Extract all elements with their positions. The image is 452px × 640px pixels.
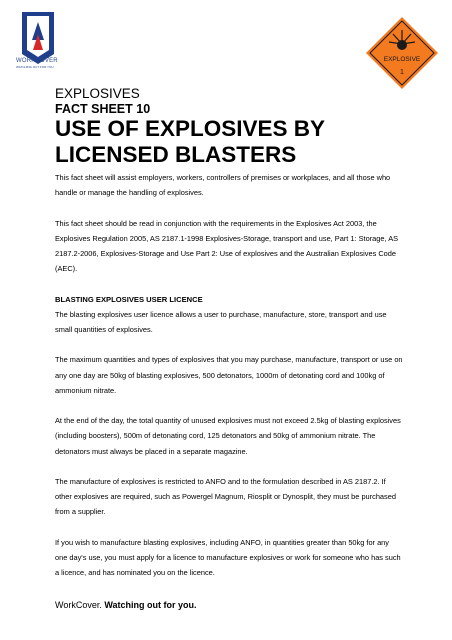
hazard-class-number: 1 bbox=[400, 69, 404, 76]
document-body bbox=[55, 170, 403, 596]
footer bbox=[55, 600, 197, 610]
intro-paragraph: This fact sheet will assist employers, workers, controllers of premises or workplaces, and all those who handle or manage the handling of explosives. bbox=[55, 173, 391, 198]
logo-wordmark: WORKCOVER bbox=[16, 58, 58, 64]
fact-sheet-number: FACT SHEET 10 bbox=[55, 102, 151, 116]
page-title: USE OF EXPLOSIVES BY LICENSED BLASTERS bbox=[55, 116, 325, 167]
hazard-label: EXPLOSIVE bbox=[383, 56, 421, 63]
end-of-day-paragraph: At the end of the day, the total quantity of unused explosives must not exceed 2.5kg of blasting explosives (including boosters), 500m of detonating cord, 125 detonators and 50kg of ammonium nitrate. The detonators must always be placed in a separate magazine. bbox=[55, 416, 401, 456]
footer-slogan: Watching out for you. bbox=[104, 600, 197, 610]
licence-paragraph: If you wish to manufacture blasting explosives, including ANFO, in quantities greater than 50kg for any one day's use, you must apply for a licence to manufacture explosives or work for someone who has such a licence, and has nominated you on the licence. bbox=[55, 537, 401, 578]
manufacture-paragraph: The manufacture of explosives is restricted to ANFO and to the formulation described in AS 2187.2. If other explosives are required, such as Powergel Magnum, Riosplit or Dynosplit, they must be purchased from a supplier. bbox=[55, 476, 396, 517]
logo-tagline: WATCHING OUT FOR YOU bbox=[16, 65, 54, 69]
section-intro-paragraph: The blasting explosives user licence allows a user to purchase, manufacture, store, transport and use small quantities of explosives. bbox=[55, 309, 387, 334]
explosive-hazard-icon bbox=[365, 16, 439, 90]
reference-paragraph: This fact sheet should be read in conjunction with the requirements in the Explosives Act 2003, the Explosives Regulation 2005, AS 2187.1-1998 Explosives-Storage, transport and use, Part 1: Storage, AS 2187.2-2006, Explosives-Storage and Use Part 2: Use of explosives and the Australian Explosives Code (AEC). bbox=[55, 218, 399, 274]
footer-brand: WorkCover. bbox=[55, 600, 102, 610]
section-heading: BLASTING EXPLOSIVES USER LICENCE bbox=[55, 294, 203, 304]
max-quantities-paragraph: The maximum quantities and types of explosives that you may purchase, manufacture, transport or use on any one day are 50kg of blasting explosives, 500 detonators, 1000m of detonating cord and 100kg of ammonium nitrate. bbox=[55, 355, 403, 395]
document-category: EXPLOSIVES bbox=[55, 86, 140, 101]
